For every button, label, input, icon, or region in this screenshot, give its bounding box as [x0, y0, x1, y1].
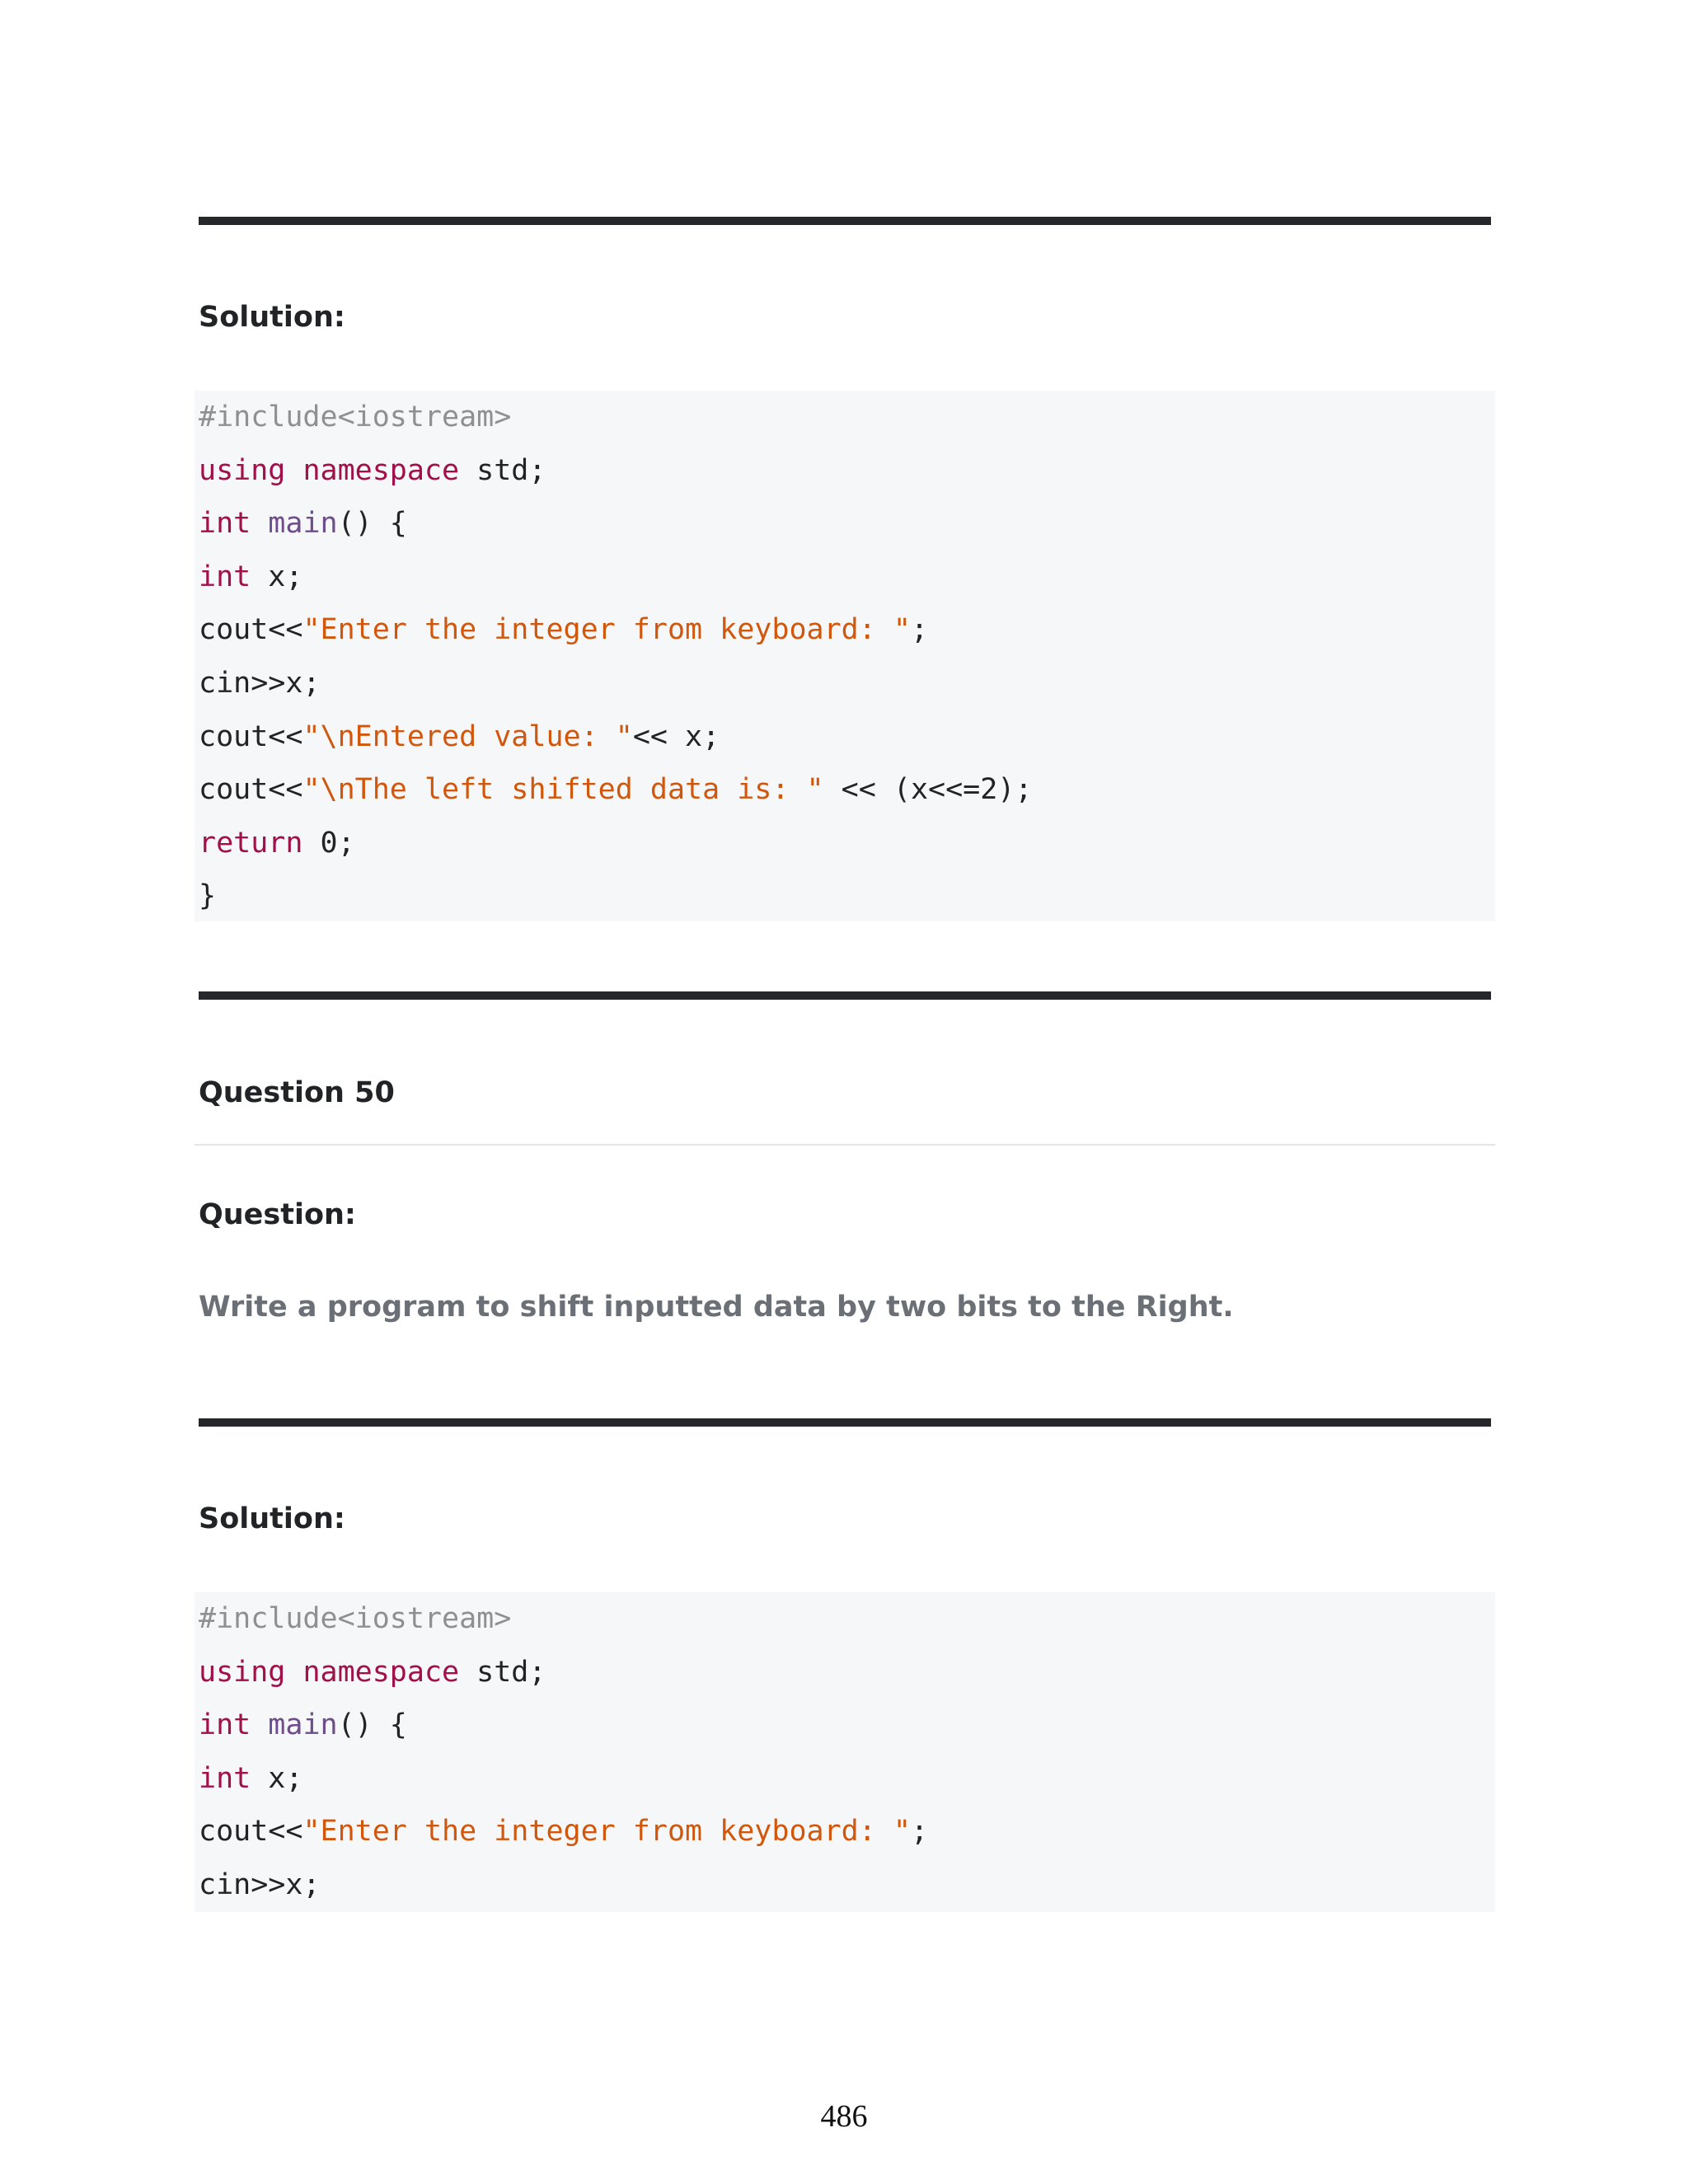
code-token	[251, 1708, 268, 1741]
code-token: std;	[459, 1655, 546, 1689]
code-token: main	[268, 507, 338, 541]
section-divider-top	[199, 217, 1491, 225]
solution-heading: Solution:	[199, 301, 345, 334]
code-token: int	[199, 1708, 251, 1742]
code-token: () {	[337, 1708, 407, 1742]
heading-underline	[195, 1144, 1495, 1146]
code-token: cout<<	[199, 613, 303, 647]
code-token: cout<<	[199, 773, 303, 807]
code-token: int	[199, 507, 251, 541]
section-divider	[199, 991, 1491, 1000]
question-text: Write a program to shift inputted data by two bits to the Right.	[199, 1291, 1234, 1324]
question-number-heading: Question 50	[199, 1076, 395, 1109]
code-token: cin>>x;	[199, 666, 321, 700]
code-line	[199, 1858, 1495, 1912]
code-line	[199, 444, 1495, 498]
code-token	[285, 454, 302, 487]
code-token: return	[199, 826, 303, 860]
code-token: #include<iostream>	[199, 1602, 512, 1635]
code-token: () {	[337, 507, 407, 541]
code-token: ;	[910, 1815, 929, 1849]
section-divider	[199, 1418, 1491, 1427]
code-token: "Enter the integer from keyboard: "	[302, 613, 911, 647]
code-token: << (x<<=2);	[823, 773, 1033, 807]
code-token: cout<<	[199, 1815, 303, 1849]
code-token: x;	[251, 560, 303, 593]
solution-heading: Solution:	[199, 1502, 345, 1535]
code-token: int	[199, 1761, 251, 1795]
code-token	[251, 507, 268, 540]
question-label: Question:	[199, 1198, 356, 1231]
code-line	[199, 1646, 1495, 1699]
page-number: 486	[820, 2099, 868, 2134]
code-line	[199, 657, 1495, 710]
code-line	[199, 1592, 1495, 1646]
code-token	[285, 1656, 302, 1689]
code-token: 0;	[302, 826, 355, 860]
code-token: ;	[910, 613, 929, 647]
code-token: std;	[459, 453, 546, 487]
code-line	[199, 1805, 1495, 1858]
code-line	[199, 603, 1495, 657]
code-token: x;	[251, 1761, 303, 1795]
code-token: namespace	[302, 453, 460, 487]
code-token: }	[199, 879, 217, 913]
code-token: int	[199, 560, 251, 593]
code-token: "\nThe left shifted data is: "	[302, 773, 824, 807]
code-line	[199, 817, 1495, 870]
code-token: using	[199, 453, 286, 487]
code-line	[199, 710, 1495, 764]
code-line	[199, 391, 1495, 444]
code-token: using	[199, 1655, 286, 1689]
code-token: "\nEntered value: "	[302, 719, 633, 753]
code-line	[199, 497, 1495, 551]
code-block	[195, 391, 1495, 921]
code-line	[199, 869, 1495, 923]
code-line	[199, 763, 1495, 817]
code-line	[199, 551, 1495, 604]
code-token: "Enter the integer from keyboard: "	[302, 1815, 911, 1849]
code-line	[199, 1752, 1495, 1806]
code-token: cout<<	[199, 719, 303, 753]
code-token: #include<iostream>	[199, 401, 512, 434]
code-token: cin>>x;	[199, 1868, 321, 1901]
code-token: main	[268, 1708, 338, 1742]
code-token: << x;	[632, 719, 720, 753]
code-block	[195, 1592, 1495, 1912]
code-line	[199, 1699, 1495, 1752]
code-token: namespace	[302, 1655, 460, 1689]
